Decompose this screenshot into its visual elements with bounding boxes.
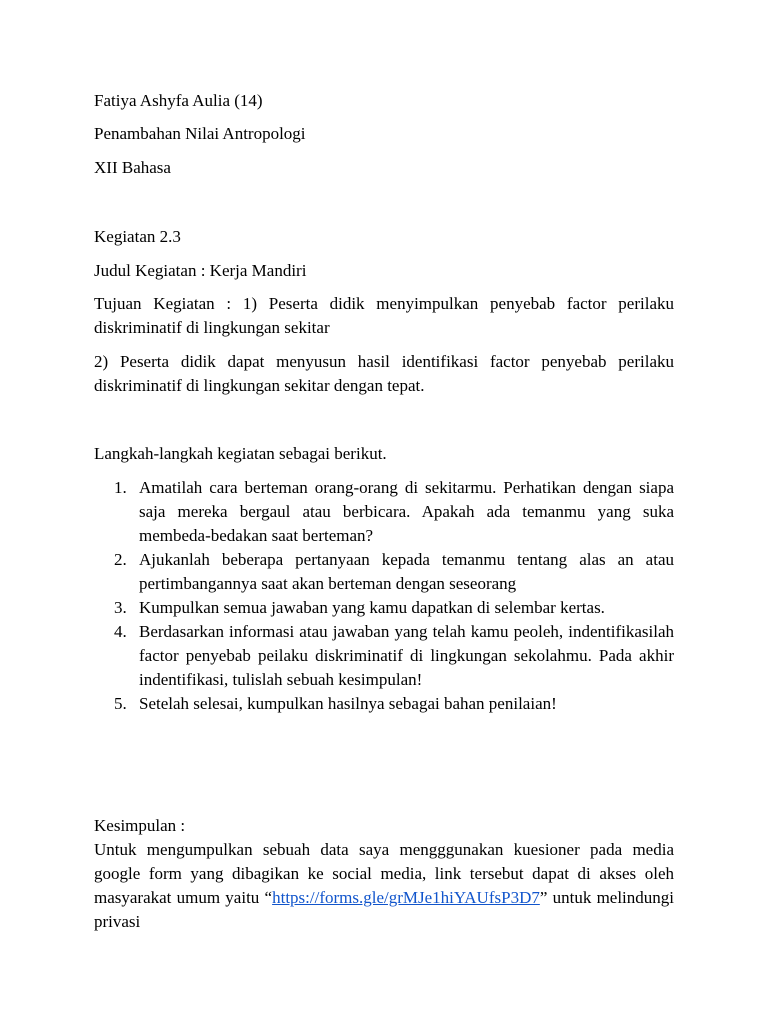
list-item-number: 4. — [114, 622, 127, 641]
list-item — [94, 692, 674, 716]
list-item-text: Berdasarkan informasi atau jawaban yang telah kamu peoleh, indentifikasilah factor penyebab peilaku diskriminatif di lingkungan sekolahmu. Pada akhir indentifikasi, tulislah sebuah kesimpulan! — [139, 622, 674, 689]
subject-title: Penambahan Nilai Antropologi — [94, 124, 306, 143]
quote-close: ” — [539, 888, 548, 907]
conclusion-paragraph — [94, 838, 674, 934]
list-item-number: 2. — [114, 550, 127, 569]
class-label: XII Bahasa — [94, 158, 171, 177]
list-item — [94, 548, 674, 596]
list-item-text: Ajukanlah beberapa pertanyaan kepada temanmu tentang alas an atau pertimbangannya saat akan berteman dengan seseorang — [139, 550, 674, 593]
list-item — [94, 620, 674, 692]
list-item-number: 1. — [114, 478, 127, 497]
conclusion-text: Untuk mengumpulkan sebuah data saya mengggunakan kuesioner pada media google form yang dibagikan ke social media, link tersebut dapat di akses oleh masyarakat umum yaitu — [94, 840, 674, 907]
form-link[interactable]: https://forms.gle/grMJe1hiYAUfsP3D7 — [272, 888, 540, 907]
list-item-text: Setelah selesai, kumpulkan hasilnya sebagai bahan penilaian! — [139, 694, 557, 713]
list-item-text: Amatilah cara berteman orang-orang di sekitarmu. Perhatikan dengan siapa saja mereka bergaul atau berbicara. Apakah ada temanmu yang suka membeda-bedakan saat berteman? — [139, 478, 674, 545]
steps-list — [94, 476, 674, 716]
activity-goal-2: 2) Peserta didik dapat menyusun hasil identifikasi factor penyebab perilaku diskriminatif di lingkungan sekitar dengan tepat. — [94, 352, 674, 395]
steps-intro: Langkah-langkah kegiatan sebagai berikut. — [94, 444, 387, 463]
conclusion-heading: Kesimpulan : — [94, 816, 186, 835]
list-item-number: 5. — [114, 694, 127, 713]
activity-goal-1: Tujuan Kegiatan : 1) Peserta didik menyimpulkan penyebab factor perilaku diskriminatif di lingkungan sekitar — [94, 294, 674, 337]
activity-title: Judul Kegiatan : Kerja Mandiri — [94, 261, 307, 280]
quote-open: “ — [264, 888, 273, 907]
conclusion-text-end: untuk melindungi privasi — [94, 888, 675, 931]
list-item-text: Kumpulkan semua jawaban yang kamu dapatkan di selembar kertas. — [139, 598, 605, 617]
student-name: Fatiya Ashyfa Aulia (14) — [94, 91, 263, 110]
activity-number: Kegiatan 2.3 — [94, 227, 181, 246]
list-item — [94, 476, 674, 548]
list-item-number: 3. — [114, 598, 127, 617]
list-item — [94, 596, 674, 620]
